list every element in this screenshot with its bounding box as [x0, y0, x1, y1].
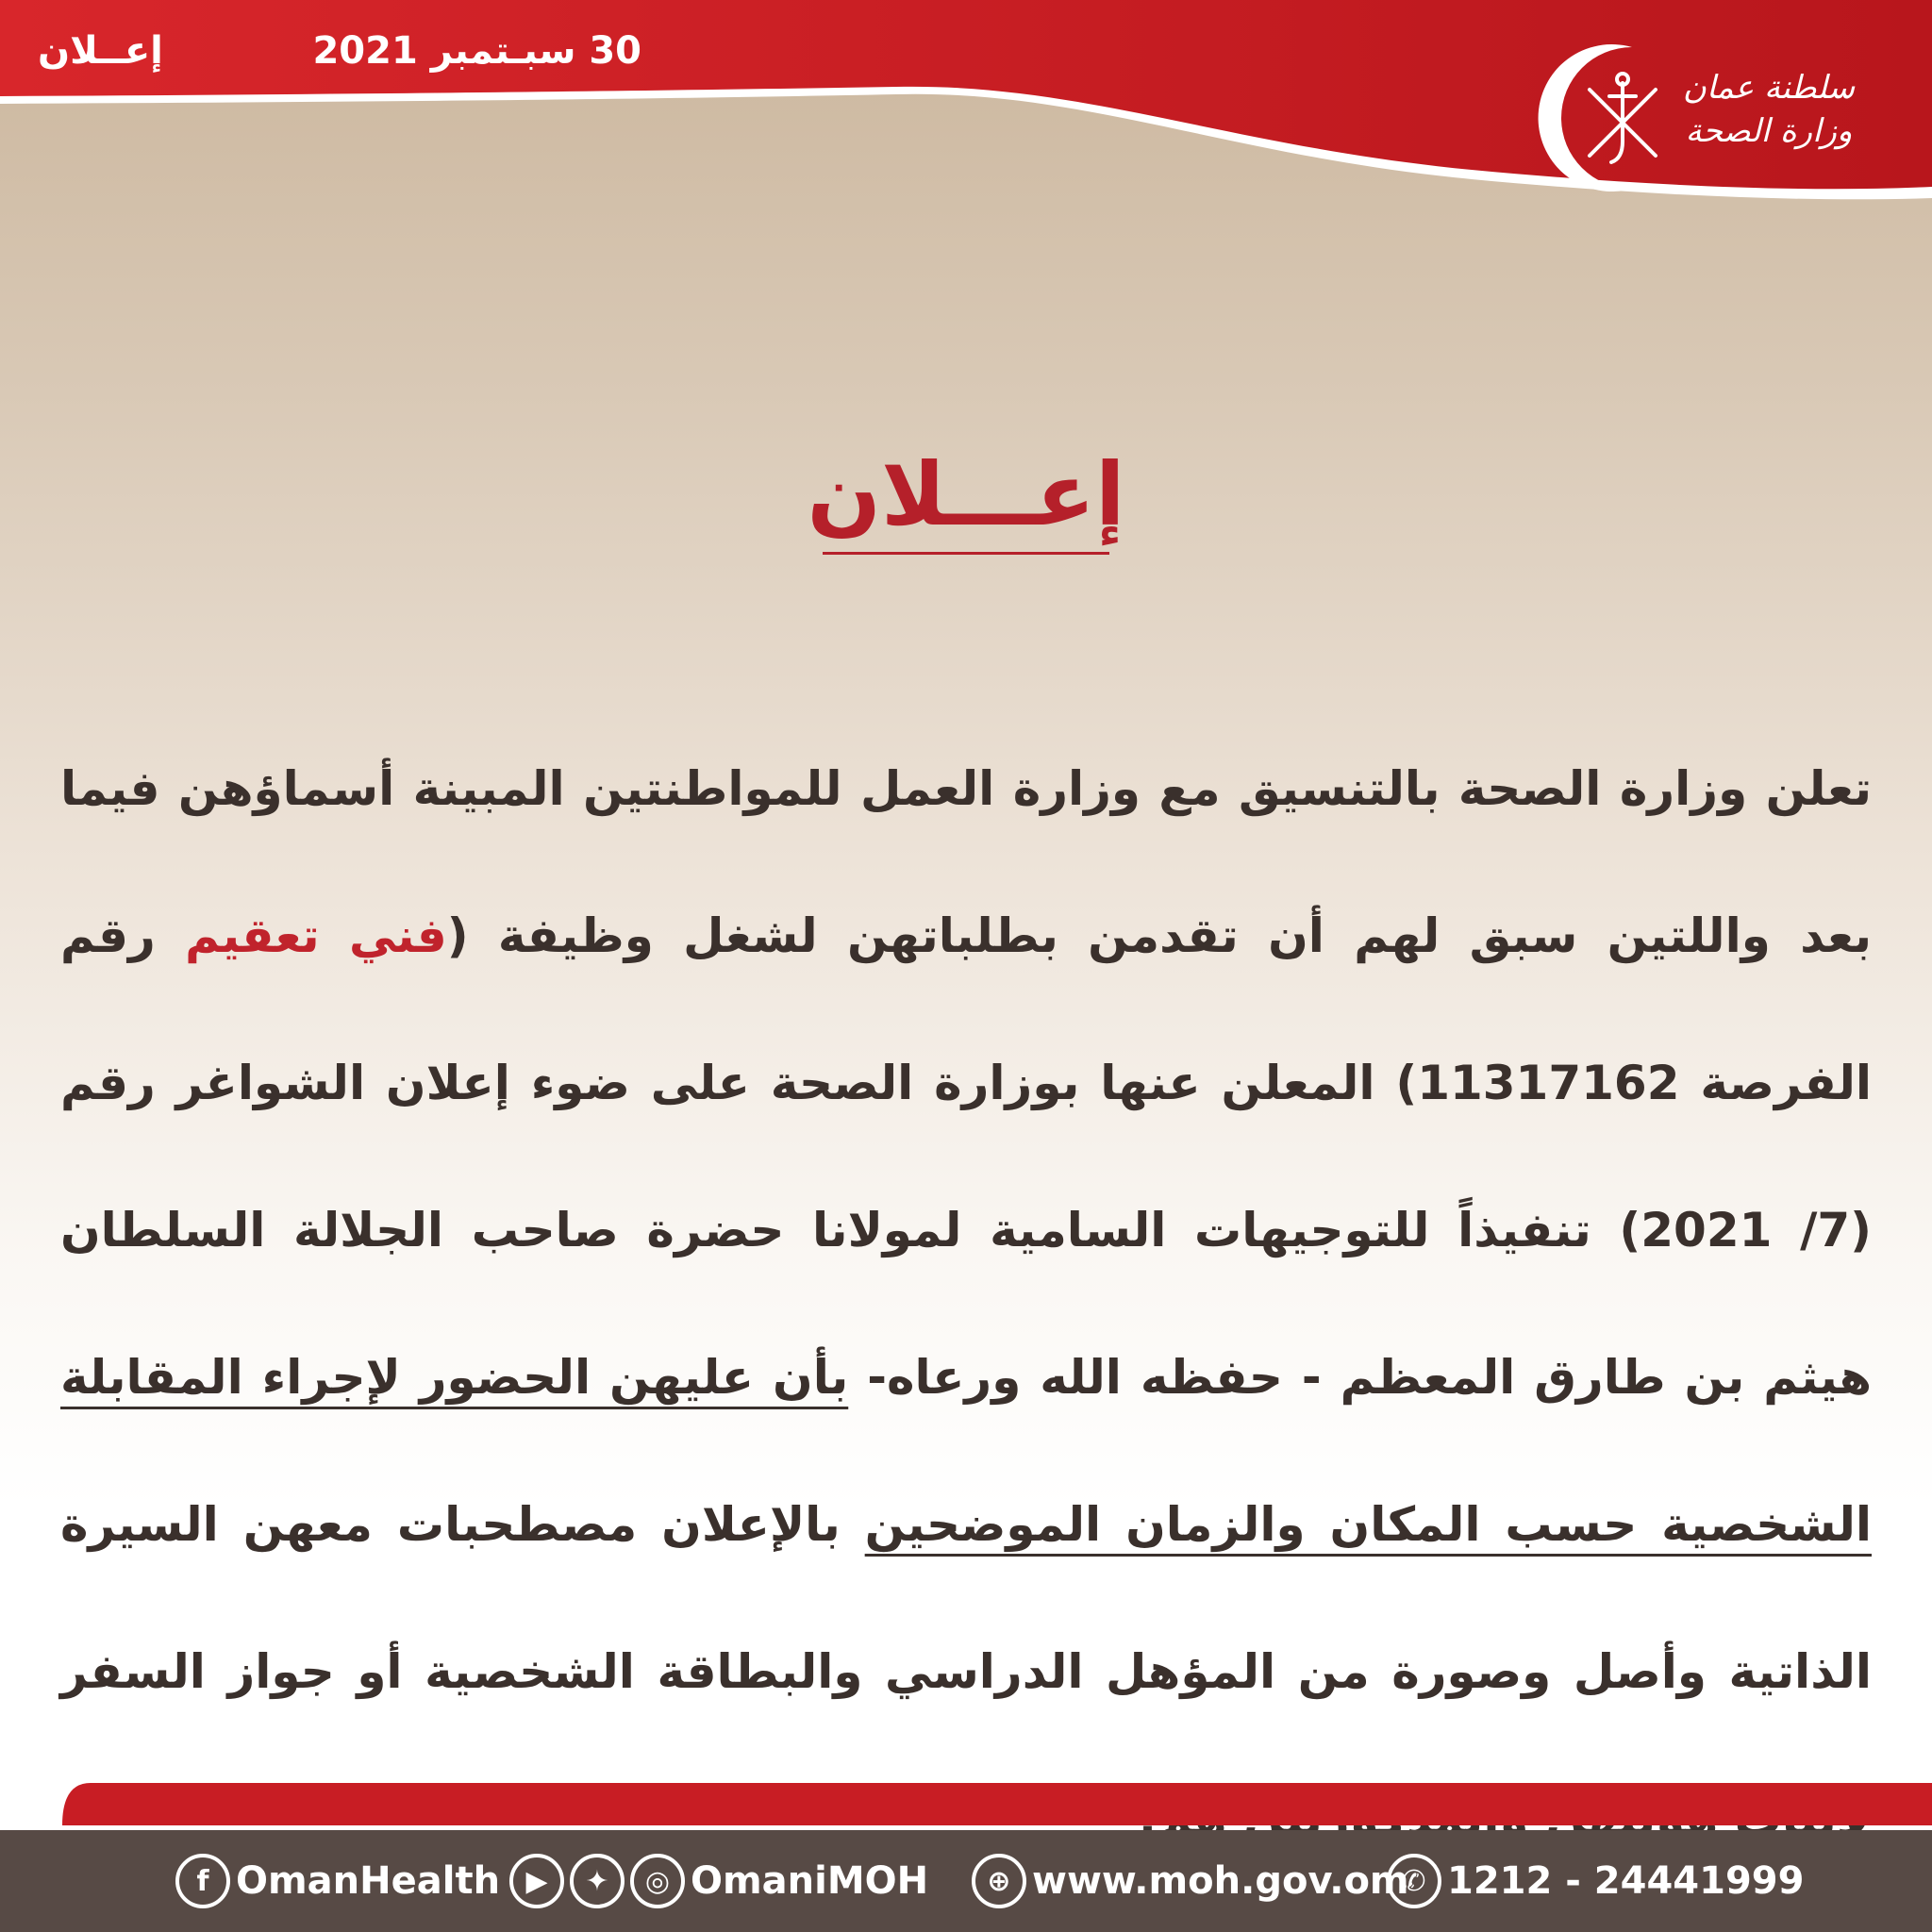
twitter-icon[interactable]: ✦	[570, 1854, 625, 1908]
header-date: 30 سبـتمبر 2021	[312, 29, 641, 73]
social-handle[interactable]: OmaniMOH	[691, 1859, 929, 1903]
interview-instruction: بأن عليهن الحضور لإجراء المقابلة الشخصية حسب المكان والزمان الموضحين	[60, 1350, 1872, 1552]
job-title-highlight: فني تعقيم	[185, 908, 447, 963]
footer-website[interactable]	[972, 1847, 1409, 1915]
header-label: إعــلان	[38, 29, 163, 73]
youtube-icon[interactable]: ▶	[509, 1854, 564, 1908]
announcement-title: إعـــلان	[807, 444, 1125, 545]
title-underline	[823, 552, 1109, 555]
body-text-3: بالإعلان مصطحبات معهن السيرة الذاتية وأصل وصورة من المؤهل الدراسي والبطاقة الشخصية أو جواز السفر	[60, 1497, 1872, 1699]
footer-social[interactable]	[509, 1847, 928, 1915]
footer-phone[interactable]	[1387, 1847, 1804, 1915]
announcement-body	[60, 715, 1872, 1892]
footer-red-strip	[62, 1783, 1932, 1825]
phone-icon: ✆	[1387, 1854, 1441, 1908]
instagram-icon[interactable]: ◎	[630, 1854, 685, 1908]
facebook-handle[interactable]: OmanHealth	[236, 1859, 501, 1903]
phone-number[interactable]: 24441999 - 1212	[1447, 1859, 1805, 1903]
body-text-1: تعلن وزارة الصحة بالتنسيق مع وزارة العمل للمواطنتين المبينة أسماؤهن فيما بعد واللتين سبق لهم أن تقدمن بطلباتهن لشغل وظيفة (	[60, 761, 1872, 963]
logo-line-oman: سلطنة عمان	[1682, 69, 1856, 107]
body-text-2: رقم الفرصة 11317162) المعلن عنها بوزارة الصحة على ضوء إعلان الشواغر رقم (7/ 2021) تنفيذاً للتوجيهات السامية لمولانا حضرة صاحب الجلالة السلطان هيثم بن طارق المعظم - حفظه الله ورعاه-	[60, 908, 1872, 1405]
website-url[interactable]: www.moh.gov.om	[1032, 1859, 1409, 1903]
ministry-logo-text	[1656, 66, 1882, 153]
facebook-icon: f	[175, 1854, 230, 1908]
logo-line-ministry: وزارة الصحة	[1685, 112, 1853, 150]
footer-facebook[interactable]	[175, 1847, 500, 1915]
globe-icon: ⊕	[972, 1854, 1026, 1908]
